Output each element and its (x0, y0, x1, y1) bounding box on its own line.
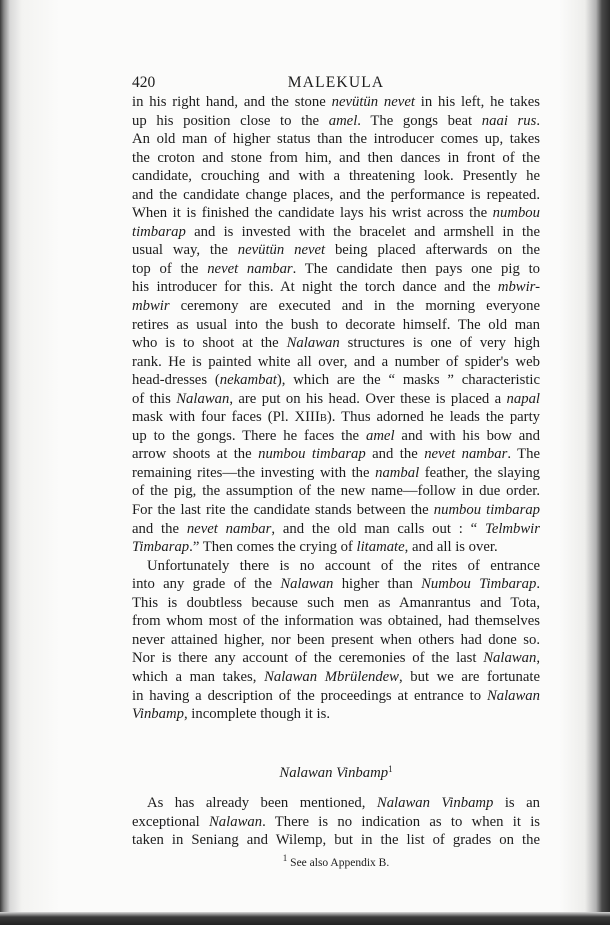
text-line (132, 130, 540, 149)
text-run: head-dresses ( (132, 372, 220, 389)
text-line (132, 831, 540, 850)
text-run: who is to shoot at the (132, 335, 287, 352)
italic-term: Nalawan (286, 335, 340, 352)
text-run: An old man of higher status than the introducer comes up, takes (132, 131, 540, 148)
section-heading-title: Nalawan Vinbamp (279, 765, 389, 781)
italic-term: amel (365, 427, 395, 444)
italic-term: numbou timbarap (433, 502, 541, 519)
text-line (132, 557, 540, 576)
text-line (132, 705, 540, 724)
italic-term: nevütün nevet (237, 242, 326, 259)
footnote-text: See also Appendix B. (287, 857, 390, 869)
text-run: and with his bow and (394, 427, 540, 444)
text-run: which a man takes, (132, 668, 265, 685)
text-line (132, 390, 540, 409)
text-run: , (536, 650, 540, 667)
text-run: never attained higher, nor been present when others had done so. (132, 631, 540, 648)
text-run: from whom most of the information was obtained, had themselves (132, 613, 540, 630)
italic-term: Nalawan (209, 813, 263, 830)
text-run: When it is finished the candidate lays his wrist across the (132, 205, 493, 222)
text-line (132, 520, 540, 539)
text-run: .” Then comes the crying of (189, 539, 357, 556)
text-line (132, 464, 540, 483)
text-run: in his right hand, and the stone (132, 94, 332, 110)
text-run: remaining rites—the investing with the (132, 464, 376, 481)
text-run: . The gongs beat (357, 112, 482, 129)
text-run: Unfortunately there is no account of the rites of entrance (147, 557, 540, 574)
text-run: ). Thus adorned he leads the party (326, 409, 540, 426)
text-run: in having a description of the proceedings at entrance to (132, 687, 487, 704)
text-line (132, 260, 540, 279)
text-run: arrow shoots at the (132, 446, 259, 463)
text-line (132, 204, 540, 223)
italic-term: Numbou Timbarap (421, 576, 537, 593)
italic-term: litamate (356, 539, 405, 556)
text-run: This is doubtless because such men as Amanrantus and Tota, (132, 594, 540, 611)
text-line (132, 371, 540, 390)
text-run: retires as usual into the bush to decorate himself. The old man (132, 316, 540, 333)
text-run: ), which are the “ masks ” characteristic (276, 372, 540, 389)
italic-term: Nalawan Mbrülendew (264, 668, 399, 685)
italic-term: Vinbamp (132, 706, 184, 723)
text-line (132, 813, 540, 832)
italic-term: Nalawan (176, 390, 230, 407)
body-text (132, 93, 540, 724)
text-line (132, 538, 540, 557)
text-line (132, 668, 540, 687)
italic-term: mbwir- (497, 279, 540, 296)
footnote-mark: 1 (282, 853, 288, 863)
text-run: his introducer for this. At night the torch dance and the (132, 279, 498, 296)
text-run: feather, the slaying (419, 464, 541, 481)
text-run: structures is one of very high (339, 335, 540, 352)
running-title: MALEKULA (287, 74, 385, 91)
italic-term: nekambat (219, 372, 277, 389)
text-run: . There is no indication as to when it is (262, 813, 540, 830)
page-header (132, 74, 540, 94)
text-line (132, 316, 540, 335)
italic-term: napal (506, 390, 540, 407)
text-line (132, 594, 540, 613)
text-run: For the last rite the candidate stands between the (132, 502, 434, 519)
italic-term: amel (328, 112, 358, 129)
text-run: usual way, the (132, 242, 238, 259)
text-run: and is invested with the bracelet and armshell in the (185, 223, 540, 240)
section-heading (132, 764, 540, 782)
italic-term: timbarap (132, 223, 186, 240)
text-line (132, 278, 540, 297)
text-run: rank. He is painted white all over, and a number of spider's web (132, 353, 540, 370)
italic-term: Nalawan (280, 576, 334, 593)
text-run: . (536, 576, 540, 593)
text-line (132, 112, 540, 131)
italic-term: numbou timbarap (258, 446, 366, 463)
text-run: in his left, he takes (414, 94, 540, 110)
text-line (132, 575, 540, 594)
text-run: candidate, crouching and with a threatening look. Presently he (132, 168, 540, 185)
text-line (132, 501, 540, 520)
text-line (132, 167, 540, 186)
footnote (132, 853, 540, 869)
text-line (132, 649, 540, 668)
text-run: and the (132, 520, 187, 537)
scan-bottom-edge (0, 912, 610, 925)
text-run: exceptional (132, 813, 209, 830)
italic-term: Nalawan Vinbamp (376, 795, 494, 811)
italic-term: Timbarap (132, 539, 190, 556)
text-run: . The candidate then pays one pig to (292, 260, 540, 277)
text-line (132, 93, 540, 112)
text-run: . (536, 112, 541, 129)
text-run: taken in Seniang and Wilemp, but in the list of grades on the (132, 832, 540, 849)
text-line (132, 427, 540, 446)
section-paragraph (132, 794, 540, 850)
text-run: ceremony are executed and in the morning everyone (169, 298, 540, 315)
text-line (132, 612, 540, 631)
italic-term: nambal (375, 464, 420, 481)
italic-term: Telmbwir (485, 520, 540, 537)
text-run: of this (132, 390, 177, 407)
text-line (132, 408, 540, 427)
text-run: , incomplete though it is. (183, 706, 330, 723)
text-line (132, 334, 540, 353)
italic-term: nevet nambar (424, 446, 508, 463)
italic-term: nevet nambar (207, 260, 293, 277)
text-line (132, 297, 540, 316)
italic-term: mbwir (132, 298, 170, 315)
page-number: 420 (132, 74, 156, 91)
text-line (132, 186, 540, 205)
italic-term: numbou (492, 205, 540, 222)
small-caps-letter: B (319, 413, 327, 425)
text-line (132, 241, 540, 260)
footnote-reference: 1 (388, 764, 393, 774)
text-line (132, 445, 540, 464)
text-line (132, 353, 540, 372)
text-run: , and all is over. (404, 539, 498, 556)
text-run: into any grade of the (132, 576, 281, 593)
italic-term: nevet nambar (186, 520, 272, 537)
text-run: Nor is there any account of the ceremonies of the last (132, 650, 484, 667)
italic-term: naai rus (481, 112, 537, 129)
text-run: , and the old man calls out : “ (271, 520, 486, 537)
text-line (132, 482, 540, 501)
text-line (132, 687, 540, 706)
text-run: is an (493, 795, 540, 811)
text-run: the croton and stone from him, and then dances in front of the (132, 149, 540, 166)
text-line (132, 794, 540, 813)
text-line (132, 631, 540, 650)
text-run: up his position close to the (132, 112, 329, 129)
text-line (132, 149, 540, 168)
text-run: , are put on his head. Over these is placed a (229, 390, 507, 407)
text-run: up to the gongs. There he faces the (132, 427, 366, 444)
italic-term: Nalawan (486, 687, 540, 704)
text-run: . The (507, 446, 540, 463)
italic-term: Nalawan (483, 650, 537, 667)
text-run: , but we are fortunate (398, 668, 540, 685)
text-run: top of the (132, 260, 208, 277)
text-line (132, 223, 540, 242)
text-run: and the candidate change places, and the performance is repeated. (132, 186, 540, 203)
text-run: As has already been mentioned, (147, 795, 377, 811)
text-run: higher than (333, 576, 422, 593)
text-run: mask with four faces (Pl. XIII (132, 409, 320, 426)
text-run: of the pig, the assumption of the new name—follow in due order. (132, 483, 540, 500)
text-run: being placed afterwards on the (325, 242, 540, 259)
italic-term: nevütün nevet (331, 94, 415, 110)
text-run: and the (365, 446, 425, 463)
